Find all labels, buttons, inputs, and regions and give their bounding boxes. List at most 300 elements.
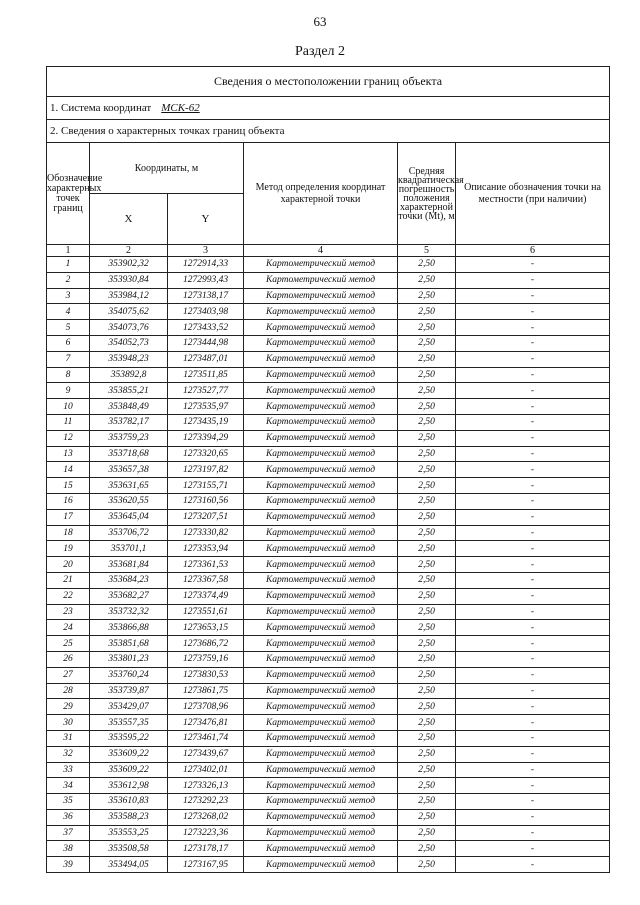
description-cell: - bbox=[456, 351, 610, 367]
point-number-cell: 10 bbox=[47, 399, 90, 415]
accuracy-cell: 2,50 bbox=[398, 825, 456, 841]
y-coordinate-cell: 1273435,19 bbox=[168, 414, 244, 430]
y-coordinate-cell: 1273686,72 bbox=[168, 636, 244, 652]
description-cell: - bbox=[456, 651, 610, 667]
method-cell: Картометрический метод bbox=[244, 746, 398, 762]
method-cell: Картометрический метод bbox=[244, 509, 398, 525]
accuracy-cell: 2,50 bbox=[398, 604, 456, 620]
y-coordinate-cell: 1273444,98 bbox=[168, 335, 244, 351]
description-cell: - bbox=[456, 541, 610, 557]
point-number-cell: 7 bbox=[47, 351, 90, 367]
x-coordinate-cell: 353595,22 bbox=[90, 730, 168, 746]
point-number-cell: 35 bbox=[47, 794, 90, 810]
table-title-row bbox=[47, 67, 610, 97]
y-coordinate-cell: 1273433,52 bbox=[168, 320, 244, 336]
point-number-cell: 27 bbox=[47, 667, 90, 683]
point-number-cell: 31 bbox=[47, 730, 90, 746]
description-cell: - bbox=[456, 509, 610, 525]
y-coordinate-cell: 1273268,02 bbox=[168, 809, 244, 825]
point-number-cell: 30 bbox=[47, 715, 90, 731]
accuracy-cell: 2,50 bbox=[398, 667, 456, 683]
accuracy-cell: 2,50 bbox=[398, 794, 456, 810]
point-number-cell: 6 bbox=[47, 335, 90, 351]
table-row bbox=[47, 351, 610, 367]
description-cell: - bbox=[456, 604, 610, 620]
table-row bbox=[47, 841, 610, 857]
description-cell: - bbox=[456, 841, 610, 857]
x-coordinate-cell: 353588,23 bbox=[90, 809, 168, 825]
y-coordinate-cell: 1273353,94 bbox=[168, 541, 244, 557]
point-number-cell: 37 bbox=[47, 825, 90, 841]
header-description: Описание обозначения точки на местности (при наличии) bbox=[456, 143, 610, 245]
header-x: X bbox=[90, 194, 168, 245]
header-method: Метод определения координат характерной точки bbox=[244, 143, 398, 245]
method-cell: Картометрический метод bbox=[244, 272, 398, 288]
description-cell: - bbox=[456, 699, 610, 715]
table-row bbox=[47, 493, 610, 509]
description-cell: - bbox=[456, 809, 610, 825]
accuracy-cell: 2,50 bbox=[398, 683, 456, 699]
method-cell: Картометрический метод bbox=[244, 794, 398, 810]
y-coordinate-cell: 1273394,29 bbox=[168, 430, 244, 446]
y-coordinate-cell: 1273374,49 bbox=[168, 588, 244, 604]
description-cell: - bbox=[456, 304, 610, 320]
accuracy-cell: 2,50 bbox=[398, 778, 456, 794]
table-row bbox=[47, 446, 610, 462]
point-number-cell: 9 bbox=[47, 383, 90, 399]
x-coordinate-cell: 353984,12 bbox=[90, 288, 168, 304]
method-cell: Картометрический метод bbox=[244, 825, 398, 841]
x-coordinate-cell: 353902,32 bbox=[90, 257, 168, 273]
accuracy-cell: 2,50 bbox=[398, 351, 456, 367]
y-coordinate-cell: 1273330,82 bbox=[168, 525, 244, 541]
method-cell: Картометрический метод bbox=[244, 399, 398, 415]
method-cell: Картометрический метод bbox=[244, 351, 398, 367]
table-row bbox=[47, 746, 610, 762]
y-coordinate-cell: 1273178,17 bbox=[168, 841, 244, 857]
method-cell: Картометрический метод bbox=[244, 478, 398, 494]
x-coordinate-cell: 353609,22 bbox=[90, 746, 168, 762]
x-coordinate-cell: 353645,04 bbox=[90, 509, 168, 525]
method-cell: Картометрический метод bbox=[244, 335, 398, 351]
description-cell: - bbox=[456, 367, 610, 383]
method-cell: Картометрический метод bbox=[244, 446, 398, 462]
y-coordinate-cell: 1273476,81 bbox=[168, 715, 244, 731]
table-row bbox=[47, 762, 610, 778]
x-coordinate-cell: 353866,88 bbox=[90, 620, 168, 636]
x-coordinate-cell: 353782,17 bbox=[90, 414, 168, 430]
x-coordinate-cell: 353801,23 bbox=[90, 651, 168, 667]
description-cell: - bbox=[456, 746, 610, 762]
accuracy-cell: 2,50 bbox=[398, 636, 456, 652]
method-cell: Картометрический метод bbox=[244, 683, 398, 699]
accuracy-cell: 2,50 bbox=[398, 809, 456, 825]
accuracy-cell: 2,50 bbox=[398, 651, 456, 667]
method-cell: Картометрический метод bbox=[244, 493, 398, 509]
point-number-cell: 14 bbox=[47, 462, 90, 478]
accuracy-cell: 2,50 bbox=[398, 541, 456, 557]
y-coordinate-cell: 1273320,65 bbox=[168, 446, 244, 462]
y-coordinate-cell: 1273527,77 bbox=[168, 383, 244, 399]
description-cell: - bbox=[456, 446, 610, 462]
accuracy-cell: 2,50 bbox=[398, 715, 456, 731]
description-cell: - bbox=[456, 335, 610, 351]
method-cell: Картометрический метод bbox=[244, 620, 398, 636]
description-cell: - bbox=[456, 478, 610, 494]
method-cell: Картометрический метод bbox=[244, 572, 398, 588]
description-cell: - bbox=[456, 588, 610, 604]
description-cell: - bbox=[456, 572, 610, 588]
table-row bbox=[47, 335, 610, 351]
table-row bbox=[47, 557, 610, 573]
table-body bbox=[47, 67, 610, 873]
accuracy-cell: 2,50 bbox=[398, 557, 456, 573]
column-number: 1 bbox=[47, 245, 90, 257]
point-number-cell: 21 bbox=[47, 572, 90, 588]
point-number-cell: 39 bbox=[47, 857, 90, 873]
point-number-cell: 33 bbox=[47, 762, 90, 778]
y-coordinate-cell: 1273487,01 bbox=[168, 351, 244, 367]
table-row bbox=[47, 809, 610, 825]
x-coordinate-cell: 353930,84 bbox=[90, 272, 168, 288]
method-cell: Картометрический метод bbox=[244, 699, 398, 715]
method-cell: Картометрический метод bbox=[244, 414, 398, 430]
method-cell: Картометрический метод bbox=[244, 557, 398, 573]
point-number-cell: 38 bbox=[47, 841, 90, 857]
accuracy-cell: 2,50 bbox=[398, 620, 456, 636]
y-coordinate-cell: 1273361,53 bbox=[168, 557, 244, 573]
y-coordinate-cell: 1273653,15 bbox=[168, 620, 244, 636]
x-coordinate-cell: 353429,07 bbox=[90, 699, 168, 715]
y-coordinate-cell: 1273759,16 bbox=[168, 651, 244, 667]
x-coordinate-cell: 353609,22 bbox=[90, 762, 168, 778]
point-number-cell: 36 bbox=[47, 809, 90, 825]
y-coordinate-cell: 1273326,13 bbox=[168, 778, 244, 794]
header-designation: Обозначение характерных точек границ bbox=[47, 143, 90, 245]
table-row bbox=[47, 257, 610, 273]
y-coordinate-cell: 1273367,58 bbox=[168, 572, 244, 588]
method-cell: Картометрический метод bbox=[244, 430, 398, 446]
points-section-row bbox=[47, 120, 610, 143]
x-coordinate-cell: 353620,55 bbox=[90, 493, 168, 509]
table-row bbox=[47, 794, 610, 810]
description-cell: - bbox=[456, 636, 610, 652]
x-coordinate-cell: 353557,35 bbox=[90, 715, 168, 731]
x-coordinate-cell: 353553,25 bbox=[90, 825, 168, 841]
header-accuracy: Средняя квадратическая погрешность положения характерной точки (Mt), м bbox=[398, 143, 456, 245]
description-cell: - bbox=[456, 794, 610, 810]
method-cell: Картометрический метод bbox=[244, 462, 398, 478]
y-coordinate-cell: 1273511,85 bbox=[168, 367, 244, 383]
y-coordinate-cell: 1273551,61 bbox=[168, 604, 244, 620]
description-cell: - bbox=[456, 320, 610, 336]
column-numbers-row bbox=[47, 245, 610, 257]
table-row bbox=[47, 383, 610, 399]
y-coordinate-cell: 1273160,56 bbox=[168, 493, 244, 509]
point-number-cell: 3 bbox=[47, 288, 90, 304]
x-coordinate-cell: 353739,87 bbox=[90, 683, 168, 699]
x-coordinate-cell: 353657,38 bbox=[90, 462, 168, 478]
method-cell: Картометрический метод bbox=[244, 588, 398, 604]
accuracy-cell: 2,50 bbox=[398, 478, 456, 494]
y-coordinate-cell: 1273708,96 bbox=[168, 699, 244, 715]
accuracy-cell: 2,50 bbox=[398, 699, 456, 715]
point-number-cell: 17 bbox=[47, 509, 90, 525]
x-coordinate-cell: 353760,24 bbox=[90, 667, 168, 683]
description-cell: - bbox=[456, 857, 610, 873]
table-row bbox=[47, 572, 610, 588]
x-coordinate-cell: 353855,21 bbox=[90, 383, 168, 399]
point-number-cell: 12 bbox=[47, 430, 90, 446]
point-number-cell: 23 bbox=[47, 604, 90, 620]
table-row bbox=[47, 462, 610, 478]
accuracy-cell: 2,50 bbox=[398, 304, 456, 320]
point-number-cell: 26 bbox=[47, 651, 90, 667]
y-coordinate-cell: 1273207,51 bbox=[168, 509, 244, 525]
accuracy-cell: 2,50 bbox=[398, 288, 456, 304]
table-row bbox=[47, 699, 610, 715]
y-coordinate-cell: 1273830,53 bbox=[168, 667, 244, 683]
accuracy-cell: 2,50 bbox=[398, 367, 456, 383]
table-title: Сведения о местоположении границ объекта bbox=[47, 67, 610, 97]
column-number: 6 bbox=[456, 245, 610, 257]
x-coordinate-cell: 353508,58 bbox=[90, 841, 168, 857]
accuracy-cell: 2,50 bbox=[398, 335, 456, 351]
method-cell: Картометрический метод bbox=[244, 383, 398, 399]
accuracy-cell: 2,50 bbox=[398, 588, 456, 604]
method-cell: Картометрический метод bbox=[244, 857, 398, 873]
point-number-cell: 29 bbox=[47, 699, 90, 715]
coord-system-label: 1. Система координат bbox=[50, 102, 152, 114]
description-cell: - bbox=[456, 715, 610, 731]
point-number-cell: 13 bbox=[47, 446, 90, 462]
x-coordinate-cell: 353892,8 bbox=[90, 367, 168, 383]
y-coordinate-cell: 1273292,23 bbox=[168, 794, 244, 810]
table-row bbox=[47, 604, 610, 620]
point-number-cell: 19 bbox=[47, 541, 90, 557]
description-cell: - bbox=[456, 778, 610, 794]
table-row bbox=[47, 414, 610, 430]
coord-system-cell bbox=[47, 97, 610, 120]
table-row bbox=[47, 825, 610, 841]
method-cell: Картометрический метод bbox=[244, 715, 398, 731]
y-coordinate-cell: 1273535,97 bbox=[168, 399, 244, 415]
table-row bbox=[47, 288, 610, 304]
table-row bbox=[47, 667, 610, 683]
description-cell: - bbox=[456, 288, 610, 304]
x-coordinate-cell: 353701,1 bbox=[90, 541, 168, 557]
description-cell: - bbox=[456, 272, 610, 288]
accuracy-cell: 2,50 bbox=[398, 730, 456, 746]
accuracy-cell: 2,50 bbox=[398, 841, 456, 857]
x-coordinate-cell: 353848,49 bbox=[90, 399, 168, 415]
column-number: 5 bbox=[398, 245, 456, 257]
table-row bbox=[47, 304, 610, 320]
description-cell: - bbox=[456, 414, 610, 430]
point-number-cell: 22 bbox=[47, 588, 90, 604]
point-number-cell: 5 bbox=[47, 320, 90, 336]
accuracy-cell: 2,50 bbox=[398, 272, 456, 288]
point-number-cell: 1 bbox=[47, 257, 90, 273]
method-cell: Картометрический метод bbox=[244, 636, 398, 652]
y-coordinate-cell: 1273403,98 bbox=[168, 304, 244, 320]
description-cell: - bbox=[456, 730, 610, 746]
method-cell: Картометрический метод bbox=[244, 257, 398, 273]
accuracy-cell: 2,50 bbox=[398, 762, 456, 778]
table-row bbox=[47, 272, 610, 288]
accuracy-cell: 2,50 bbox=[398, 857, 456, 873]
method-cell: Картометрический метод bbox=[244, 304, 398, 320]
accuracy-cell: 2,50 bbox=[398, 572, 456, 588]
header-coordinates: Координаты, м bbox=[90, 143, 244, 194]
point-number-cell: 18 bbox=[47, 525, 90, 541]
point-number-cell: 28 bbox=[47, 683, 90, 699]
description-cell: - bbox=[456, 683, 610, 699]
x-coordinate-cell: 353706,72 bbox=[90, 525, 168, 541]
method-cell: Картометрический метод bbox=[244, 320, 398, 336]
table-row bbox=[47, 715, 610, 731]
table-row bbox=[47, 509, 610, 525]
accuracy-cell: 2,50 bbox=[398, 320, 456, 336]
accuracy-cell: 2,50 bbox=[398, 257, 456, 273]
point-number-cell: 15 bbox=[47, 478, 90, 494]
table-row bbox=[47, 541, 610, 557]
x-coordinate-cell: 353631,65 bbox=[90, 478, 168, 494]
accuracy-cell: 2,50 bbox=[398, 446, 456, 462]
accuracy-cell: 2,50 bbox=[398, 383, 456, 399]
table-row bbox=[47, 857, 610, 873]
method-cell: Картометрический метод bbox=[244, 525, 398, 541]
method-cell: Картометрический метод bbox=[244, 651, 398, 667]
x-coordinate-cell: 353494,05 bbox=[90, 857, 168, 873]
y-coordinate-cell: 1273461,74 bbox=[168, 730, 244, 746]
table-row bbox=[47, 620, 610, 636]
x-coordinate-cell: 353681,84 bbox=[90, 557, 168, 573]
method-cell: Картометрический метод bbox=[244, 367, 398, 383]
section-title: Раздел 2 bbox=[294, 44, 346, 59]
table-row bbox=[47, 778, 610, 794]
description-cell: - bbox=[456, 383, 610, 399]
description-cell: - bbox=[456, 257, 610, 273]
x-coordinate-cell: 354075,62 bbox=[90, 304, 168, 320]
description-cell: - bbox=[456, 762, 610, 778]
accuracy-cell: 2,50 bbox=[398, 414, 456, 430]
y-coordinate-cell: 1273167,95 bbox=[168, 857, 244, 873]
x-coordinate-cell: 353948,23 bbox=[90, 351, 168, 367]
coord-system-row bbox=[47, 97, 610, 120]
table-row bbox=[47, 588, 610, 604]
point-number-cell: 24 bbox=[47, 620, 90, 636]
table-row bbox=[47, 430, 610, 446]
y-coordinate-cell: 1273402,01 bbox=[168, 762, 244, 778]
x-coordinate-cell: 353759,23 bbox=[90, 430, 168, 446]
accuracy-cell: 2,50 bbox=[398, 746, 456, 762]
method-cell: Картометрический метод bbox=[244, 841, 398, 857]
header-row-1 bbox=[47, 143, 610, 194]
description-cell: - bbox=[456, 462, 610, 478]
method-cell: Картометрический метод bbox=[244, 762, 398, 778]
points-section-label: 2. Сведения о характерных точках границ объекта bbox=[47, 120, 610, 143]
x-coordinate-cell: 354052,73 bbox=[90, 335, 168, 351]
accuracy-cell: 2,50 bbox=[398, 509, 456, 525]
x-coordinate-cell: 353682,27 bbox=[90, 588, 168, 604]
accuracy-cell: 2,50 bbox=[398, 399, 456, 415]
table-row bbox=[47, 399, 610, 415]
y-coordinate-cell: 1273223,36 bbox=[168, 825, 244, 841]
y-coordinate-cell: 1273197,82 bbox=[168, 462, 244, 478]
y-coordinate-cell: 1272993,43 bbox=[168, 272, 244, 288]
point-number-cell: 34 bbox=[47, 778, 90, 794]
description-cell: - bbox=[456, 667, 610, 683]
description-cell: - bbox=[456, 825, 610, 841]
column-number: 3 bbox=[168, 245, 244, 257]
method-cell: Картометрический метод bbox=[244, 604, 398, 620]
point-number-cell: 4 bbox=[47, 304, 90, 320]
y-coordinate-cell: 1272914,33 bbox=[168, 257, 244, 273]
table-row bbox=[47, 651, 610, 667]
method-cell: Картометрический метод bbox=[244, 730, 398, 746]
accuracy-cell: 2,50 bbox=[398, 525, 456, 541]
description-cell: - bbox=[456, 493, 610, 509]
x-coordinate-cell: 353612,98 bbox=[90, 778, 168, 794]
column-number: 4 bbox=[244, 245, 398, 257]
x-coordinate-cell: 353732,32 bbox=[90, 604, 168, 620]
coord-system-value: МСК-62 bbox=[161, 102, 200, 114]
table-row bbox=[47, 636, 610, 652]
point-number-cell: 2 bbox=[47, 272, 90, 288]
y-coordinate-cell: 1273138,17 bbox=[168, 288, 244, 304]
description-cell: - bbox=[456, 525, 610, 541]
x-coordinate-cell: 353851,68 bbox=[90, 636, 168, 652]
x-coordinate-cell: 353610,83 bbox=[90, 794, 168, 810]
point-number-cell: 11 bbox=[47, 414, 90, 430]
y-coordinate-cell: 1273861,75 bbox=[168, 683, 244, 699]
table-row bbox=[47, 478, 610, 494]
table-row bbox=[47, 730, 610, 746]
point-number-cell: 8 bbox=[47, 367, 90, 383]
boundary-points-table bbox=[46, 66, 610, 873]
method-cell: Картометрический метод bbox=[244, 778, 398, 794]
accuracy-cell: 2,50 bbox=[398, 430, 456, 446]
accuracy-cell: 2,50 bbox=[398, 493, 456, 509]
y-coordinate-cell: 1273155,71 bbox=[168, 478, 244, 494]
column-number: 2 bbox=[90, 245, 168, 257]
page-number: 63 bbox=[313, 14, 327, 29]
y-coordinate-cell: 1273439,67 bbox=[168, 746, 244, 762]
method-cell: Картометрический метод bbox=[244, 667, 398, 683]
description-cell: - bbox=[456, 399, 610, 415]
method-cell: Картометрический метод bbox=[244, 288, 398, 304]
x-coordinate-cell: 354073,76 bbox=[90, 320, 168, 336]
accuracy-cell: 2,50 bbox=[398, 462, 456, 478]
point-number-cell: 25 bbox=[47, 636, 90, 652]
point-number-cell: 32 bbox=[47, 746, 90, 762]
description-cell: - bbox=[456, 557, 610, 573]
point-number-cell: 20 bbox=[47, 557, 90, 573]
description-cell: - bbox=[456, 620, 610, 636]
table-row bbox=[47, 525, 610, 541]
x-coordinate-cell: 353684,23 bbox=[90, 572, 168, 588]
table-row bbox=[47, 367, 610, 383]
table-row bbox=[47, 683, 610, 699]
x-coordinate-cell: 353718,68 bbox=[90, 446, 168, 462]
point-number-cell: 16 bbox=[47, 493, 90, 509]
method-cell: Картометрический метод bbox=[244, 809, 398, 825]
header-y: Y bbox=[168, 194, 244, 245]
method-cell: Картометрический метод bbox=[244, 541, 398, 557]
description-cell: - bbox=[456, 430, 610, 446]
table-row bbox=[47, 320, 610, 336]
